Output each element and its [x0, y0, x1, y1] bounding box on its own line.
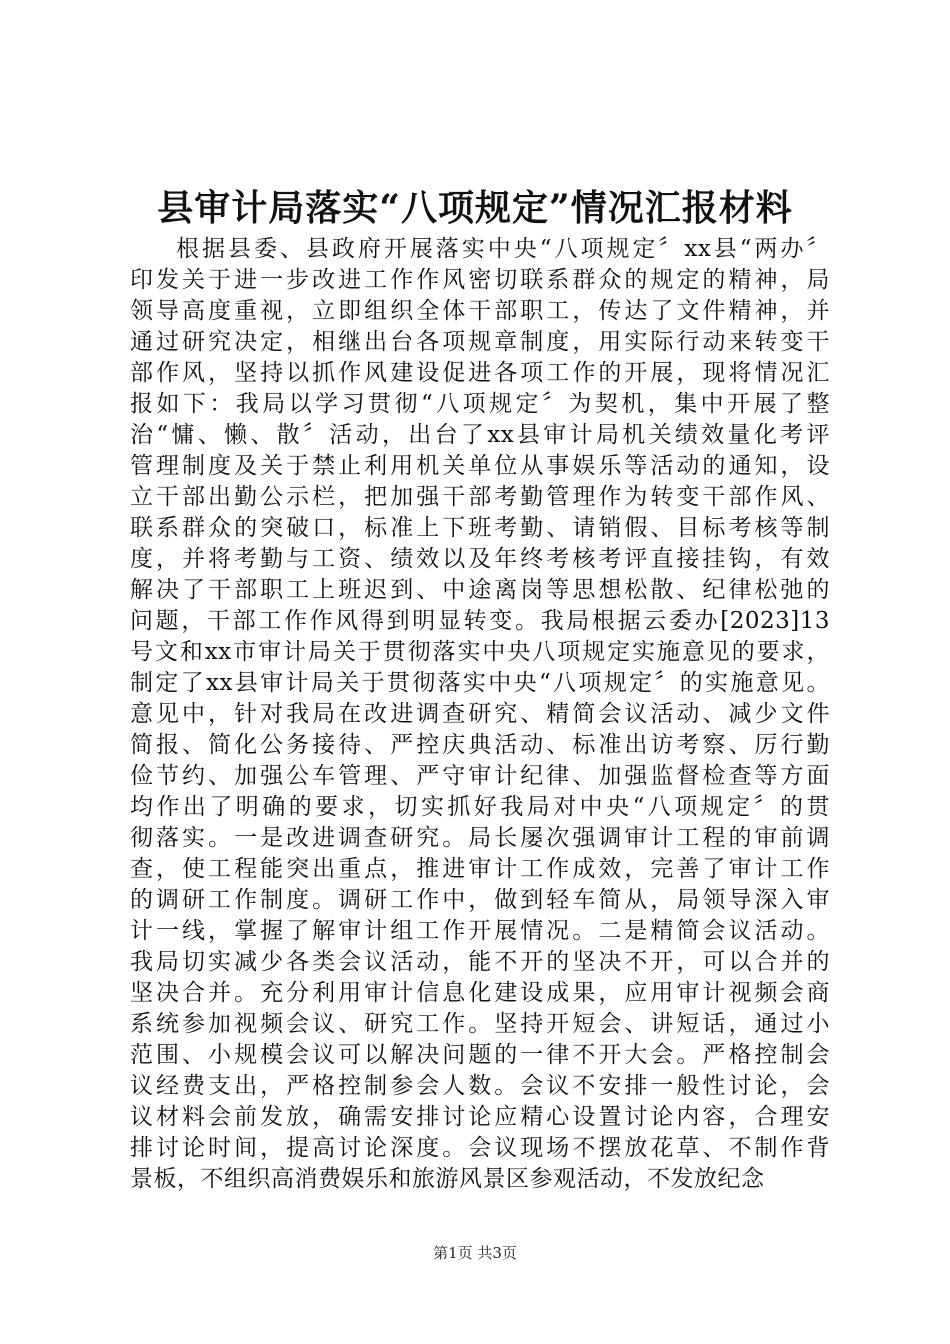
body-text-line: 治“慵、懒、散〞活动，出台了xx县审计局机关绩效量化考评 [130, 422, 830, 448]
body-text-line: 意见中，针对我局在改进调查研究、精简会议活动、减少文件 [130, 701, 830, 727]
body-text-line: 立干部出勤公示栏，把加强干部考勤管理作为转变干部作风、 [130, 484, 830, 510]
body-text-line: 制定了xx县审计局关于贯彻落实中央“八项规定〞的实施意见。 [130, 670, 830, 696]
body-text-line: 问题，干部工作作风得到明显转变。我局根据云委办[2023]13 [130, 608, 830, 634]
body-text-line: 彻落实。一是改进调查研究。局长屡次强调审计工程的审前调 [130, 825, 830, 851]
body-text-line: 俭节约、加强公车管理、严守审计纪律、加强监督检查等方面 [130, 763, 830, 789]
body-text-line: 号文和xx市审计局关于贯彻落实中央八项规定实施意见的要求， [130, 639, 830, 665]
body-text-line: 度，并将考勤与工资、绩效以及年终考核考评直接挂钩，有效 [130, 546, 830, 572]
body-text-line: 根据县委、县政府开展落实中央“八项规定〞xx县“两办〞 [176, 236, 830, 262]
body-text-line: 解决了干部职工上班迟到、中途离岗等思想松散、纪律松弛的 [130, 577, 830, 603]
body-text-line: 议材料会前发放，确需安排讨论应精心设置讨论内容，合理安 [130, 1104, 830, 1130]
document-title: 县审计局落实“八项规定”情况汇报材料 [157, 187, 793, 229]
body-text-line: 简报、简化公务接待、严控庆典活动、标准出访考察、厉行勤 [130, 732, 830, 758]
body-text-line: 通过研究决定，相继出台各项规章制度，用实际行动来转变干 [130, 329, 830, 355]
body-text-line: 系统参加视频会议、研究工作。坚持开短会、讲短话，通过小 [130, 1011, 830, 1037]
body-text-line: 领导高度重视，立即组织全体干部职工，传达了文件精神，并 [130, 298, 830, 324]
body-text-line: 坚决合并。充分利用审计信息化建设成果，应用审计视频会商 [130, 980, 830, 1006]
body-text-line: 议经费支出，严格控制参会人数。会议不安排一般性讨论，会 [130, 1073, 830, 1099]
body-text-line: 部作风，坚持以抓作风建设促进各项工作的开展，现将情况汇 [130, 360, 830, 386]
body-text-line: 我局切实减少各类会议活动，能不开的坚决不开，可以合并的 [130, 949, 830, 975]
body-text-line: 均作出了明确的要求，切实抓好我局对中央“八项规定〞的贯 [130, 794, 830, 820]
body-text-line: 报如下：我局以学习贯彻“八项规定〞为契机，集中开展了整 [130, 391, 830, 417]
body-text-line: 联系群众的突破口，标准上下班考勤、请销假、目标考核等制 [130, 515, 830, 541]
body-text-line: 计一线，掌握了解审计组工作开展情况。二是精简会议活动。 [130, 918, 830, 944]
document-body [130, 234, 830, 1195]
body-text-line: 的调研工作制度。调研工作中，做到轻车简从，局领导深入审 [130, 887, 830, 913]
page-number-footer: 第1页 共3页 [433, 1244, 517, 1262]
body-text-line: 景板，不组织高消费娱乐和旅游风景区参观活动，不发放纪念 [130, 1166, 765, 1192]
body-text-line: 查，使工程能突出重点，推进审计工作成效，完善了审计工作 [130, 856, 830, 882]
body-text-line: 印发关于进一步改进工作作风密切联系群众的规定的精神，局 [130, 267, 830, 293]
body-text-line: 范围、小规模会议可以解决问题的一律不开大会。严格控制会 [130, 1042, 830, 1068]
body-text-line: 排讨论时间，提高讨论深度。会议现场不摆放花草、不制作背 [130, 1135, 830, 1161]
body-text-line: 管理制度及关于禁止利用机关单位从事娱乐等活动的通知，设 [130, 453, 830, 479]
